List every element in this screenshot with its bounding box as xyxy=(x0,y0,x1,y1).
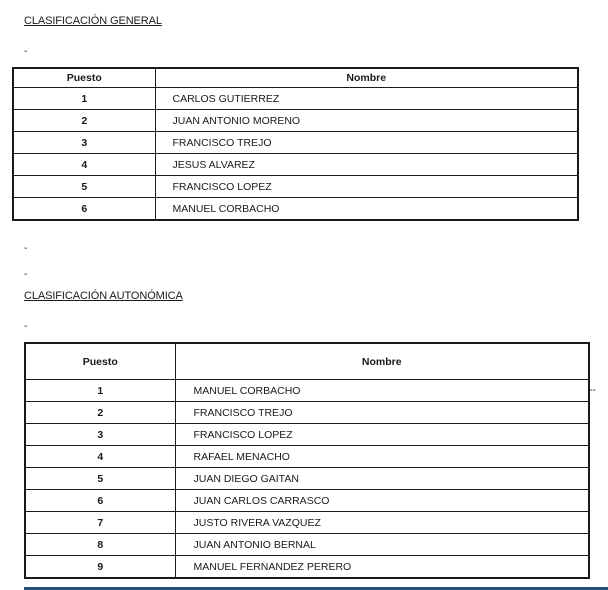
nombre-cell: FRANCISCO LOPEZ xyxy=(175,424,589,446)
puesto-cell: 5 xyxy=(13,176,155,198)
table-general xyxy=(12,67,579,221)
side-dash-mark: -- xyxy=(589,385,596,396)
puesto-cell: 4 xyxy=(25,446,175,468)
puesto-cell: 3 xyxy=(13,132,155,154)
separator-dash: - xyxy=(24,46,28,57)
puesto-cell: 6 xyxy=(25,490,175,512)
nombre-cell: FRANCISCO TREJO xyxy=(175,402,589,424)
table-row xyxy=(25,402,589,424)
separator-dash: - xyxy=(24,321,28,332)
column-header-nombre: Nombre xyxy=(155,68,578,88)
puesto-cell: 1 xyxy=(25,380,175,402)
column-header-puesto: Puesto xyxy=(13,68,155,88)
nombre-cell: MANUEL CORBACHO xyxy=(175,380,589,402)
nombre-cell: MANUEL FERNANDEZ PERERO xyxy=(175,556,589,579)
nombre-cell: JUAN ANTONIO BERNAL xyxy=(175,534,589,556)
column-header-nombre: Nombre xyxy=(175,343,589,380)
puesto-cell: 7 xyxy=(25,512,175,534)
table-row xyxy=(25,446,589,468)
puesto-cell: 9 xyxy=(25,556,175,579)
puesto-cell: 2 xyxy=(25,402,175,424)
nombre-cell: FRANCISCO TREJO xyxy=(155,132,578,154)
separator-dash: - xyxy=(24,269,28,280)
nombre-cell: JUAN CARLOS CARRASCO xyxy=(175,490,589,512)
puesto-cell: 4 xyxy=(13,154,155,176)
puesto-cell: 1 xyxy=(13,88,155,110)
table-header-row xyxy=(13,68,578,88)
puesto-cell: 8 xyxy=(25,534,175,556)
table-row xyxy=(25,490,589,512)
table-row xyxy=(25,556,589,579)
puesto-cell: 3 xyxy=(25,424,175,446)
table-row xyxy=(25,534,589,556)
table-row xyxy=(13,88,578,110)
nombre-cell: FRANCISCO LOPEZ xyxy=(155,176,578,198)
table-row xyxy=(25,380,589,402)
puesto-cell: 6 xyxy=(13,198,155,221)
table-row xyxy=(13,110,578,132)
heading-autonomica: CLASIFICACIÓN AUTONÓMICA xyxy=(24,290,183,302)
table-header-row xyxy=(25,343,589,380)
puesto-cell: 5 xyxy=(25,468,175,490)
nombre-cell: RAFAEL MENACHO xyxy=(175,446,589,468)
separator-dash: - xyxy=(24,243,28,254)
table-row xyxy=(13,198,578,221)
column-header-puesto: Puesto xyxy=(25,343,175,380)
heading-general: CLASIFICACIÓN GENERAL xyxy=(24,15,162,27)
puesto-cell: 2 xyxy=(13,110,155,132)
nombre-cell: CARLOS GUTIERREZ xyxy=(155,88,578,110)
table-autonomica xyxy=(24,342,590,579)
nombre-cell: JUAN ANTONIO MORENO xyxy=(155,110,578,132)
table-row xyxy=(13,154,578,176)
nombre-cell: JUAN DIEGO GAITAN xyxy=(175,468,589,490)
nombre-cell: JUSTO RIVERA VAZQUEZ xyxy=(175,512,589,534)
table-row xyxy=(13,176,578,198)
nombre-cell: JESUS ALVAREZ xyxy=(155,154,578,176)
nombre-cell: MANUEL CORBACHO xyxy=(155,198,578,221)
table-row xyxy=(25,512,589,534)
table-row xyxy=(25,424,589,446)
table-row xyxy=(13,132,578,154)
table-row xyxy=(25,468,589,490)
